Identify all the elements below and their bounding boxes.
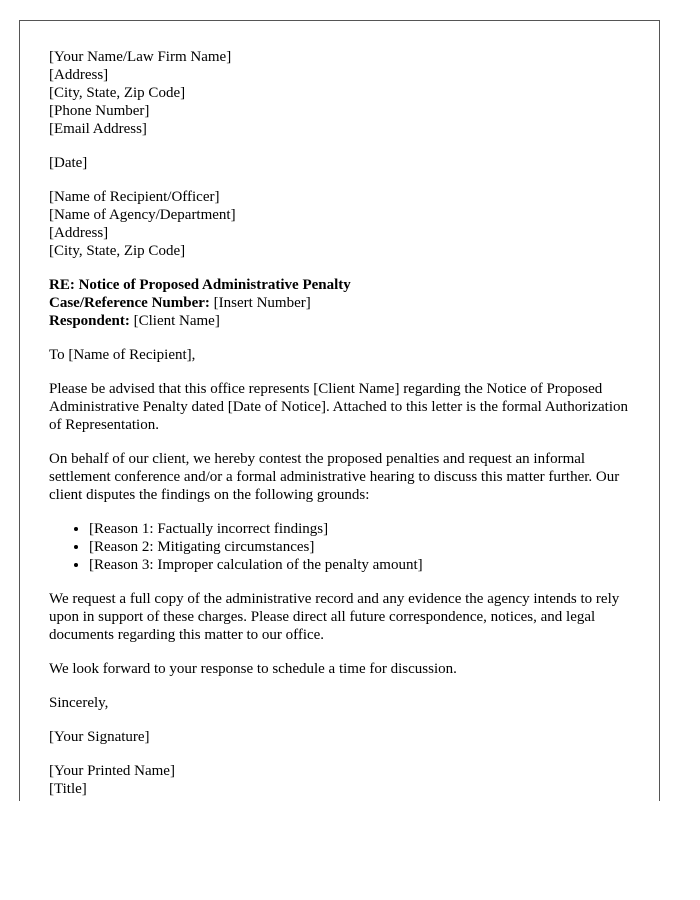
recipient-agency: [Name of Agency/Department]	[49, 207, 236, 223]
closing: Sincerely,	[49, 695, 109, 711]
body-paragraph: We request a full copy of the administrative record and any evidence the agency intends to rely upon in support of these charges. Please direct all future correspondence, notices, and legal documents regarding this matter to our office.	[49, 591, 620, 643]
recipient-address: [Address]	[49, 225, 109, 241]
reason-item: • [Reason 1: Factually incorrect findings]	[89, 520, 633, 538]
reason-item: • [Reason 2: Mitigating circumstances]	[89, 538, 633, 556]
printed-name: [Your Printed Name]	[49, 763, 175, 779]
sender-phone: [Phone Number]	[49, 103, 150, 119]
signer-block	[49, 762, 633, 798]
case-value: [Insert Number]	[209, 295, 311, 311]
body-paragraph: We look forward to your response to schedule a time for discussion.	[49, 661, 457, 677]
respondent-value: [Client Name]	[129, 313, 220, 329]
re-block	[49, 276, 633, 330]
signer-title: [Title]	[49, 781, 87, 797]
recipient-name: [Name of Recipient/Officer]	[49, 189, 220, 205]
letter-page	[19, 20, 660, 801]
body-paragraph: On behalf of our client, we hereby contest the proposed penalties and request an informal settlement conference and/or a formal administrative hearing to discuss this matter further. Our client disputes the findings on the following grounds:	[49, 451, 620, 503]
case-label: Case/Reference Number:	[49, 295, 210, 311]
reasons-list	[49, 520, 633, 574]
reason-item: • [Reason 3: Improper calculation of the penalty amount]	[89, 556, 633, 574]
salutation: To [Name of Recipient],	[49, 347, 196, 363]
sender-email: [Email Address]	[49, 121, 147, 137]
sender-city: [City, State, Zip Code]	[49, 85, 186, 101]
recipient-block	[49, 188, 633, 260]
body-paragraph: Please be advised that this office represents [Client Name] regarding the Notice of Proposed Administrative Penalty dated [Date of Notice]. Attached to this letter is the formal Authorization of Representation.	[49, 381, 629, 433]
sender-address: [Address]	[49, 67, 109, 83]
respondent-label: Respondent:	[49, 313, 130, 329]
re-subject: RE: Notice of Proposed Administrative Penalty	[49, 277, 351, 293]
letter-date: [Date]	[49, 155, 88, 171]
sender-name: [Your Name/Law Firm Name]	[49, 49, 232, 65]
signature: [Your Signature]	[49, 729, 150, 745]
recipient-city: [City, State, Zip Code]	[49, 243, 186, 259]
sender-block	[49, 48, 633, 138]
